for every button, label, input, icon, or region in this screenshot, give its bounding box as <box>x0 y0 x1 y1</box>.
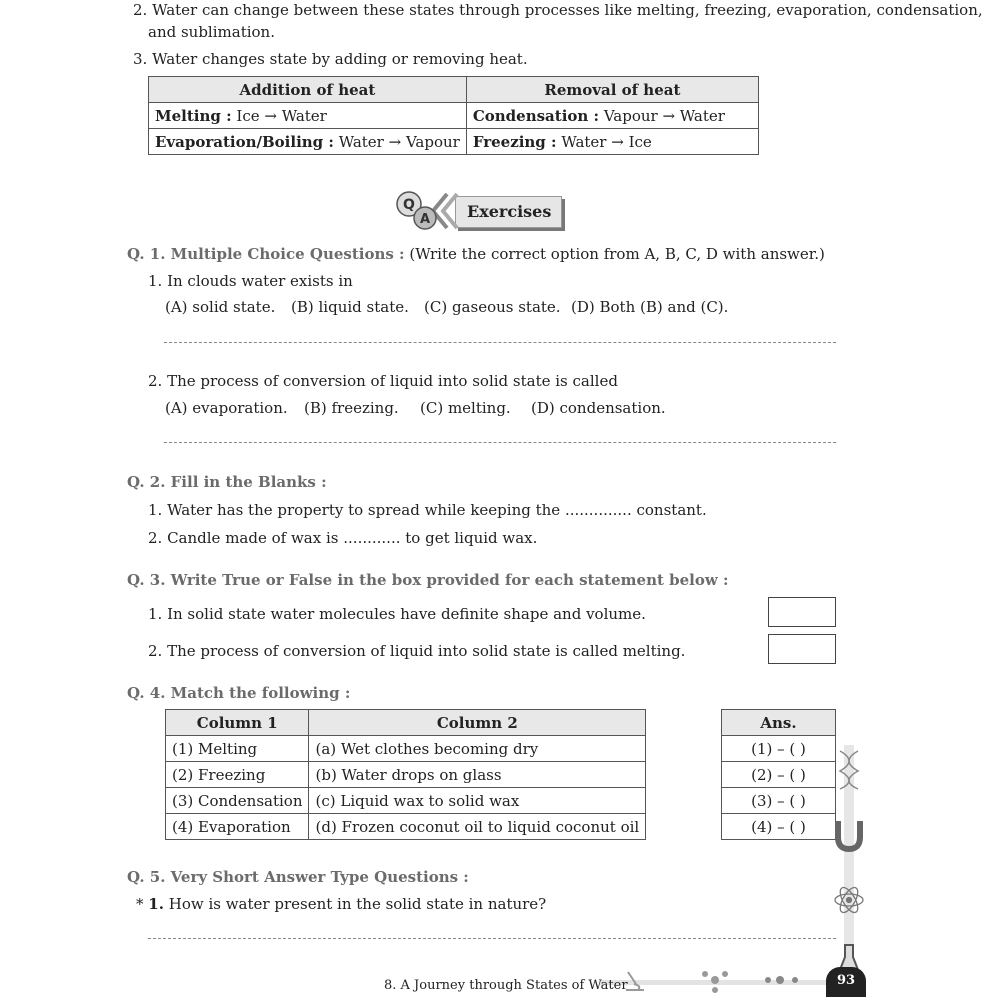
page-number: 93 <box>836 973 856 988</box>
match-cell: (3) Condensation <box>166 788 309 814</box>
qa-chat-icon <box>395 190 465 232</box>
q1-item-1-option-d: (D) Both (B) and (C). <box>571 298 729 316</box>
table-row <box>166 736 646 762</box>
heat-table-cell: Melting : Ice → Water <box>149 103 467 129</box>
answer-line[interactable] <box>148 938 836 939</box>
q1-item-1-option-b: (B) liquid state. <box>291 298 409 316</box>
heat-table-cell: Evaporation/Boiling : Water → Vapour <box>149 129 467 155</box>
qa-q-letter: Q <box>403 197 415 213</box>
answer-table <box>721 709 836 840</box>
q1-item-2-option-c: (C) melting. <box>420 399 511 417</box>
q1-item-1-question: 1. In clouds water exists in <box>148 272 353 290</box>
q5-item-number: 1. <box>148 895 164 913</box>
match-cell: (b) Water drops on glass <box>309 762 646 788</box>
q2-item-1: 1. Water has the property to spread while keeping the .............. constant. <box>148 501 707 519</box>
page-number-badge <box>826 967 866 997</box>
answer-cell[interactable]: (4) – ( ) <box>722 814 836 840</box>
q1-item-2-option-a: (A) evaporation. <box>165 399 288 417</box>
heat-table-cell: Condensation : Vapour → Water <box>466 103 758 129</box>
q4-heading: Q. 4. Match the following : <box>127 684 351 702</box>
q3-item-2: 2. The process of conversion of liquid into solid state is called melting. <box>148 642 686 660</box>
microscope-icon <box>626 972 644 990</box>
table-row <box>166 762 646 788</box>
q5-heading: Q. 5. Very Short Answer Type Questions : <box>127 868 469 886</box>
q1-item-1-option-a: (A) solid state. <box>165 298 276 316</box>
match-cell: (1) Melting <box>166 736 309 762</box>
intro-point-2-line-1: 2. Water can change between these states through processes like melting, freezing, evaporation, condensation, <box>133 1 983 19</box>
intro-point-2-line-2: and sublimation. <box>148 23 275 41</box>
answer-cell[interactable]: (2) – ( ) <box>722 762 836 788</box>
q2-item-2: 2. Candle made of wax is ............ to get liquid wax. <box>148 529 538 547</box>
molecule-chain-icon <box>765 976 798 984</box>
table-row[interactable] <box>722 762 836 788</box>
table-row[interactable] <box>722 736 836 762</box>
star-marker: * <box>136 895 144 913</box>
heat-table-header-removal: Removal of heat <box>466 77 758 103</box>
fill-blank[interactable]: ............ <box>343 529 401 547</box>
science-border-decoration <box>830 745 870 995</box>
q5-question: How is water present in the solid state in nature? <box>168 895 547 913</box>
match-cell: (c) Liquid wax to solid wax <box>309 788 646 814</box>
heat-table <box>148 76 759 155</box>
q1-line <box>127 244 825 264</box>
true-false-box[interactable] <box>768 597 836 627</box>
table-row <box>149 103 759 129</box>
match-table <box>165 709 646 840</box>
footer-decoration <box>600 968 830 994</box>
match-header-column-2: Column 2 <box>309 710 646 736</box>
exercises-title: Exercises <box>467 202 552 221</box>
q1-item-1-option-c: (C) gaseous state. <box>424 298 561 316</box>
table-row[interactable] <box>722 814 836 840</box>
fill-blank[interactable]: .............. <box>564 501 632 519</box>
table-row <box>166 814 646 840</box>
heat-table-cell: Freezing : Water → Ice <box>466 129 758 155</box>
q2-heading: Q. 2. Fill in the Blanks : <box>127 473 327 491</box>
answer-line[interactable] <box>164 342 836 343</box>
intro-point-3: 3. Water changes state by adding or removing heat. <box>133 50 528 68</box>
table-row[interactable] <box>722 788 836 814</box>
qa-a-letter: A <box>419 212 431 227</box>
match-cell: (2) Freezing <box>166 762 309 788</box>
answer-header: Ans. <box>722 710 836 736</box>
table-row <box>149 129 759 155</box>
q1-heading: Q. 1. Multiple Choice Questions : <box>127 245 405 263</box>
q1-item-2-option-d: (D) condensation. <box>531 399 666 417</box>
match-cell: (d) Frozen coconut oil to liquid coconut oil <box>309 814 646 840</box>
q5-item-1 <box>136 894 546 914</box>
heat-table-header-addition: Addition of heat <box>149 77 467 103</box>
answer-line[interactable] <box>164 442 836 443</box>
match-cell: (a) Wet clothes becoming dry <box>309 736 646 762</box>
q1-instruction: (Write the correct option from A, B, C, D with answer.) <box>409 245 825 263</box>
answer-cell[interactable]: (1) – ( ) <box>722 736 836 762</box>
match-header-column-1: Column 1 <box>166 710 309 736</box>
q1-item-2-question: 2. The process of conversion of liquid into solid state is called <box>148 372 618 390</box>
molecule-icon <box>702 971 728 993</box>
q3-heading: Q. 3. Write True or False in the box provided for each statement below : <box>127 571 729 589</box>
exercises-badge <box>395 190 570 232</box>
footer-chapter-title: 8. A Journey through States of Water <box>384 978 628 993</box>
q1-item-2-option-b: (B) freezing. <box>304 399 399 417</box>
q3-item-1: 1. In solid state water molecules have definite shape and volume. <box>148 605 646 623</box>
match-cell: (4) Evaporation <box>166 814 309 840</box>
answer-cell[interactable]: (3) – ( ) <box>722 788 836 814</box>
true-false-box[interactable] <box>768 634 836 664</box>
table-row <box>166 788 646 814</box>
